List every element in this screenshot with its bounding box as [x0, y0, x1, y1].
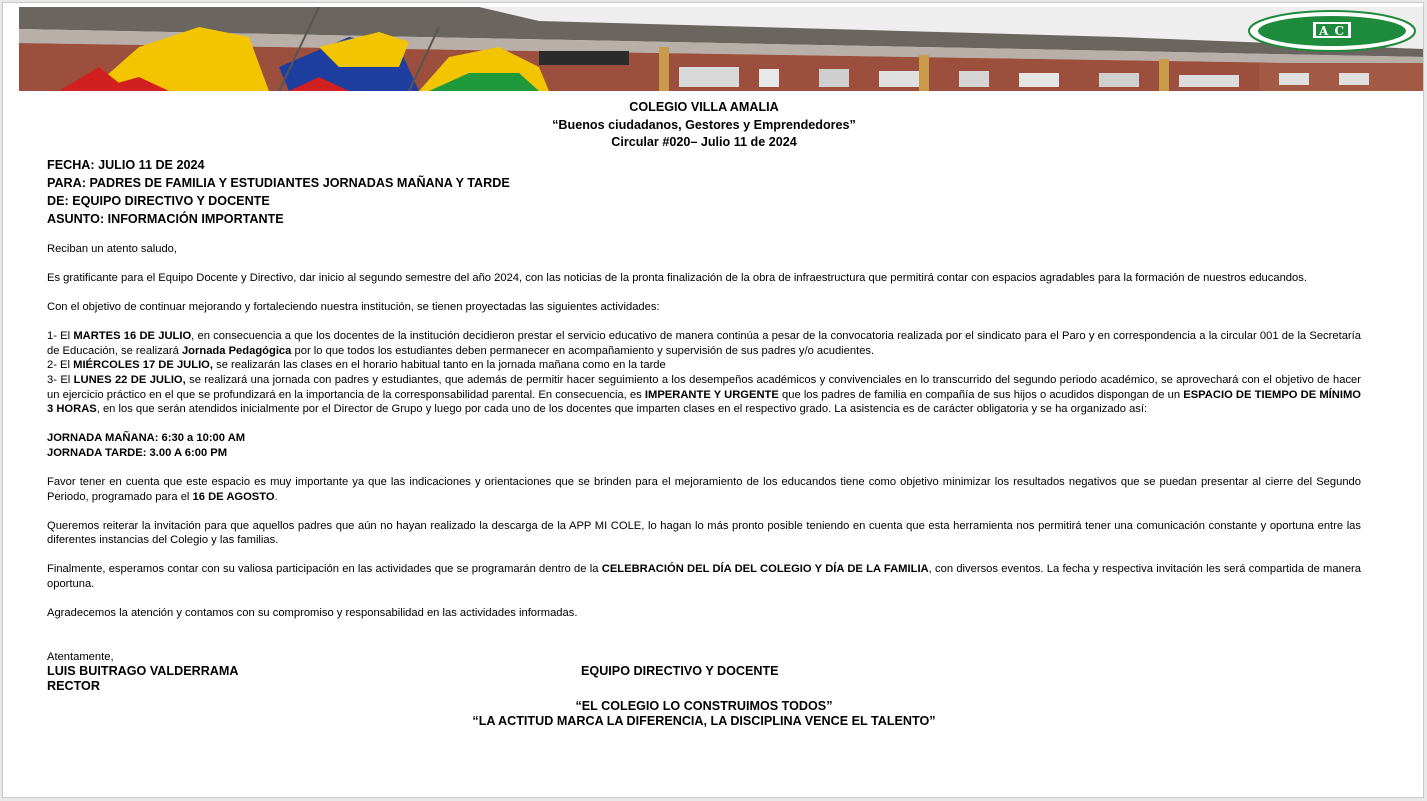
logo-lettering: A C: [1318, 24, 1346, 38]
meta-de: DE: EQUIPO DIRECTIVO Y DOCENTE: [47, 193, 270, 208]
activity-3: 3- El LUNES 22 DE JULIO, se realizará una jornada con padres y estudiantes, que además de permitir hacer seguimiento a los desempeños académicos y convivenciales en lo transcurrido del segundo periodo académico, se aprovechará con el objetivo de hacer un ejercicio práctico en el que se profundizará en la importancia de la corresponsabilidad parental. En consecuencia, es IMPERANTE Y URGENTE que los padres de familia en compañía de sus hijos o acudidos dispongan de un ESPACIO DE TIEMPO DE MÍNIMO 3 HORAS, en los que serán atendidos inicialmente por el Director de Grupo y luego por cada uno de los docentes que imparten clases en el respectivo grado. La asistencia es de carácter obligatoria y se ha organizado así:: [47, 374, 1362, 416]
document-page: [2, 2, 1424, 798]
motto-1: “EL COLEGIO LO CONSTRUIMOS TODOS”: [575, 699, 833, 714]
mottos: [47, 699, 1361, 729]
circular-number: Circular #020– Julio 11 de 2024: [611, 135, 797, 149]
meta-asunto: ASUNTO: INFORMACIÓN IMPORTANTE: [47, 211, 284, 226]
thanks-paragraph: Agradecemos la atención y contamos con su compromiso y responsabilidad en las actividades informadas.: [47, 607, 578, 620]
activity-2: 2- El MIÉRCOLES 17 DE JULIO, se realizarán las clases en el horario habitual tanto en la jornada mañana como en la tarde: [47, 359, 666, 372]
circular-meta: [47, 156, 1361, 228]
greeting: Reciban un atento saludo,: [47, 243, 177, 255]
intro-paragraph: Es gratificante para el Equipo Docente y Directivo, dar inicio al segundo semestre del año 2024, con las noticias de la pronta finalización de la obra de infraestructura que permitirá contar con espacios agradables para la formación de nuestros educandos.: [47, 272, 1307, 285]
school-name: COLEGIO VILLA AMALIA: [629, 100, 779, 114]
meta-fecha: FECHA: JULIO 11 DE 2024: [47, 157, 205, 172]
meta-para: PARA: PADRES DE FAMILIA Y ESTUDIANTES JORNADAS MAÑANA Y TARDE: [47, 175, 510, 190]
header-banner-image: [19, 7, 1423, 91]
circular-body: [47, 99, 1361, 729]
schedule: [47, 431, 1361, 460]
signature-row: [47, 664, 1361, 679]
motto-2: “LA ACTITUD MARCA LA DIFERENCIA, LA DISCIPLINA VENCE EL TALENTO”: [472, 714, 936, 729]
closing: Atentamente,: [47, 650, 114, 663]
favor-paragraph: Favor tener en cuenta que este espacio es muy importante ya que las indicaciones y orientaciones que se brinden para el mejoramiento de los educandos tiene como objetivo minimizar los resultados negativos que se puedan presentar al cierre del Segundo Periodo, programado para el 16 DE AGOSTO.: [47, 476, 1361, 503]
finalmente-paragraph: Finalmente, esperamos contar con su valiosa participación en las actividades que se programarán dentro de la CELEBRACIÓN DEL DÍA DEL COLEGIO Y DÍA DE LA FAMILIA, con diversos eventos. La fecha y respectiva invitación les será compartida de manera oportuna.: [47, 563, 1361, 590]
schedule-afternoon: JORNADA TARDE: 3.00 A 6:00 PM: [47, 446, 228, 459]
school-logo: [1247, 10, 1417, 52]
school-slogan: “Buenos ciudadanos, Gestores y Emprendedores”: [552, 117, 856, 132]
team-signature: EQUIPO DIRECTIVO Y DOCENTE: [581, 664, 779, 679]
objective-paragraph: Con el objetivo de continuar mejorando y fortaleciendo nuestra institución, se tienen proyectadas las siguientes actividades:: [47, 301, 660, 314]
schedule-morning: JORNADA MAÑANA: 6:30 a 10:00 AM: [47, 432, 246, 445]
app-paragraph: Queremos reiterar la invitación para que aquellos padres que aún no hayan realizado la descarga de la APP MI COLE, lo hagan lo más pronto posible teniendo en cuenta que esta herramienta nos permitirá tener una comunicación constante y oportuna entre las diferentes instancias del Colegio y las familias.: [47, 519, 1361, 547]
school-building-photo: [19, 7, 1423, 91]
activity-1: 1- El MARTES 16 DE JULIO, en consecuencia a que los docentes de la institución decidieron prestar el servicio educativo de manera continúa a pesar de la convocatoria realizada por el sindicato para el Paro y en correspondencia a la circular 001 de la Secretaría de Educación, se realizará Jornada Pedagógica por lo que todos los estudiantes deben permanecer en acompañamiento y supervisión de sus padres y/o acudientes.: [47, 330, 1361, 357]
rector-title: RECTOR: [47, 679, 100, 694]
rector-name: LUIS BUITRAGO VALDERRAMA: [47, 664, 239, 679]
